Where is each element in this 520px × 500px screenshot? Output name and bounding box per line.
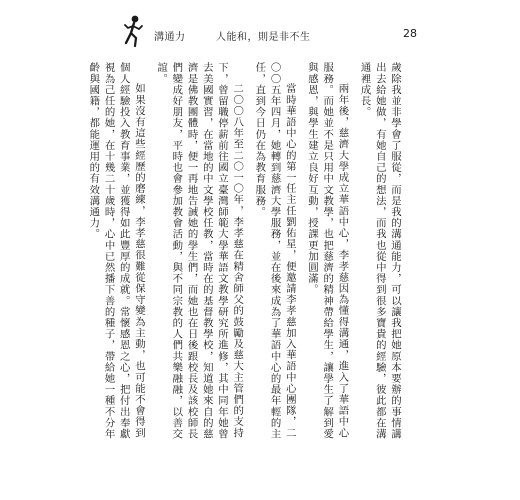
paragraph: 兩年後，慈濟大學成立華語中心，李孝慈因為懂得溝通，進入了華語中心服務。而她並不是只用中文教學，也把慈濟的精神帶給學生，讓學生了解到愛與感恩，與學生建立良好互動，授課更加圓滿。 xyxy=(305,62,349,440)
page-number: 28 xyxy=(403,27,417,40)
section-title: 溝通力 xyxy=(154,32,186,43)
chapter-title: 人能和，則是非不生 xyxy=(216,32,311,43)
running-header xyxy=(120,14,420,48)
paragraph: 歲除我並非學會了服從，而是我的溝通能力，可以讓我把她原本要辦的事情講出去給她做，有她自己的想法，而我也從中得到很多寶貴的經驗，彼此都在溝通裡成長。 xyxy=(358,62,401,440)
body-text xyxy=(85,62,402,442)
paragraph: 二〇〇八年至二〇一〇年，李孝慈在精舍師父的鼓勵及慈大主管們的支持下，曾留職停薪前往國立臺灣師範大學華語文教學研究所進修，其中同年她曾去美國實習，在當地的中文學校任教，當時在的基督教學校，知道她來自的慈濟是佛教團體時，便一再地告誡她的學生們，而她也在日後跟校長及該校師長們變成好朋友，平時也會參加教會活動，與不同宗教的人們共樂融融，以善交誼。 xyxy=(155,62,244,440)
paragraph: 如果沒有這些經歷的磨練，李孝慈很難從保守變為主動，也可能不會得到個人經驗投入教育事業，並獲得如此豐厚的成就。常懷感恩之心，把付出奉獻視為己任的她，在十幾二十歲時，心中已然播下善的種子，帶給她一種不分年齡與國籍，都能運用的有效溝通力。 xyxy=(87,62,145,440)
running-figure-icon xyxy=(120,14,146,48)
paragraph: 當時華語中心的第一任主任劉佑星，便邀請李孝慈加入華語中心團隊，二〇〇五年四月，她轉到慈濟大學服務，並在後來成為了華語中心的最年輕的主任，直到今日仍在為教育服務。 xyxy=(253,62,296,440)
